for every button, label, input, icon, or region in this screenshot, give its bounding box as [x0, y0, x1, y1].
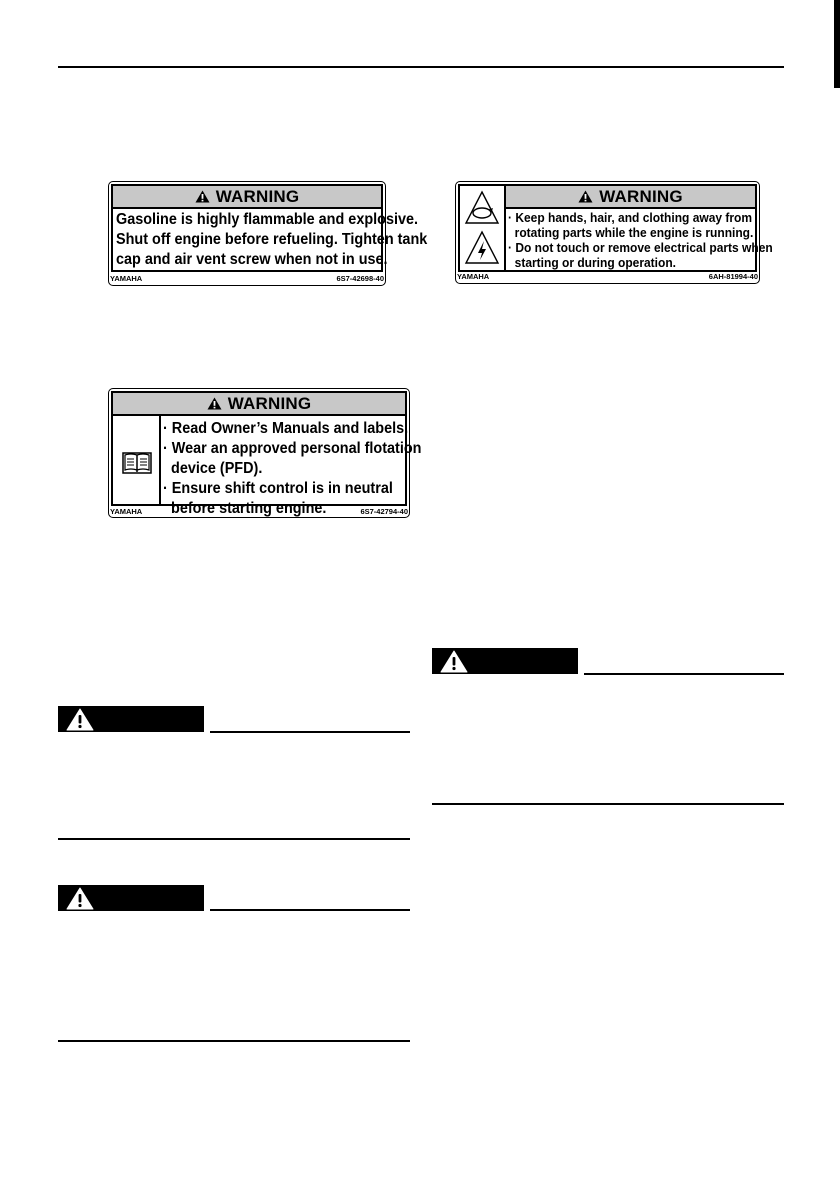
warning-line: starting or during operation. [508, 256, 676, 270]
warning-line: Shut off engine before refueling. Tighten tank [116, 231, 428, 248]
warning-line: · Read Owner’s Manuals and labels. [163, 420, 409, 437]
warning-header-text: WARNING [599, 186, 683, 206]
warning-line: · Do not touch or remove electrical parts when [508, 241, 773, 255]
caution-bar [58, 706, 204, 732]
caution-end-rule [58, 838, 410, 840]
caution-heading-rule [210, 731, 410, 733]
icon-column [113, 416, 161, 504]
caution-bar [58, 885, 204, 911]
warning-line: device (PFD). [163, 460, 263, 477]
caution-heading-rule [584, 673, 784, 675]
warning-triangle-icon [66, 887, 94, 910]
warning-text [163, 419, 421, 519]
warning-text [508, 211, 773, 271]
warning-line: cap and air vent screw when not in use. [116, 251, 388, 268]
brand-text: YAMAHA [110, 274, 143, 283]
part-number: 6AH-81994-40 [708, 272, 758, 281]
warning-label-manuals [108, 388, 422, 518]
brand-text: YAMAHA [457, 272, 490, 281]
caution-bar [432, 648, 578, 674]
warning-line: · Keep hands, hair, and clothing away from [508, 211, 753, 225]
caution-heading-rule [210, 909, 410, 911]
warning-triangle-icon [207, 397, 222, 410]
part-number: 6S7-42698-40 [336, 274, 384, 283]
brand-text: YAMAHA [110, 507, 143, 516]
part-number: 6S7-42794-40 [360, 507, 408, 516]
icon-column [460, 186, 506, 270]
warning-line: · Ensure shift control is in neutral [163, 480, 393, 497]
warning-label-hands [455, 181, 773, 284]
warning-line: Gasoline is highly flammable and explosive. [116, 211, 419, 228]
warning-line: rotating parts while the engine is running. [508, 226, 754, 240]
caution-end-rule [58, 1040, 410, 1042]
warning-triangle-icon [440, 650, 468, 673]
warning-triangle-icon [195, 190, 210, 203]
warning-triangle-icon [66, 708, 94, 731]
warning-header [113, 186, 381, 209]
page-tab-marker [834, 0, 840, 88]
electric-shock-icon [464, 230, 500, 266]
warning-line: before starting engine. [163, 500, 327, 517]
header-rule [58, 66, 784, 68]
warning-label-gasoline [108, 181, 428, 286]
rotating-parts-icon [464, 190, 500, 226]
warning-text [116, 210, 427, 270]
warning-header-text: WARNING [215, 186, 300, 206]
caution-end-rule [432, 803, 784, 805]
warning-triangle-icon [578, 190, 593, 203]
warning-header [113, 393, 405, 416]
warning-header-text: WARNING [227, 393, 312, 413]
warning-line: · Wear an approved personal flotation [163, 440, 422, 457]
book-icon [122, 450, 152, 474]
warning-header [506, 186, 755, 209]
